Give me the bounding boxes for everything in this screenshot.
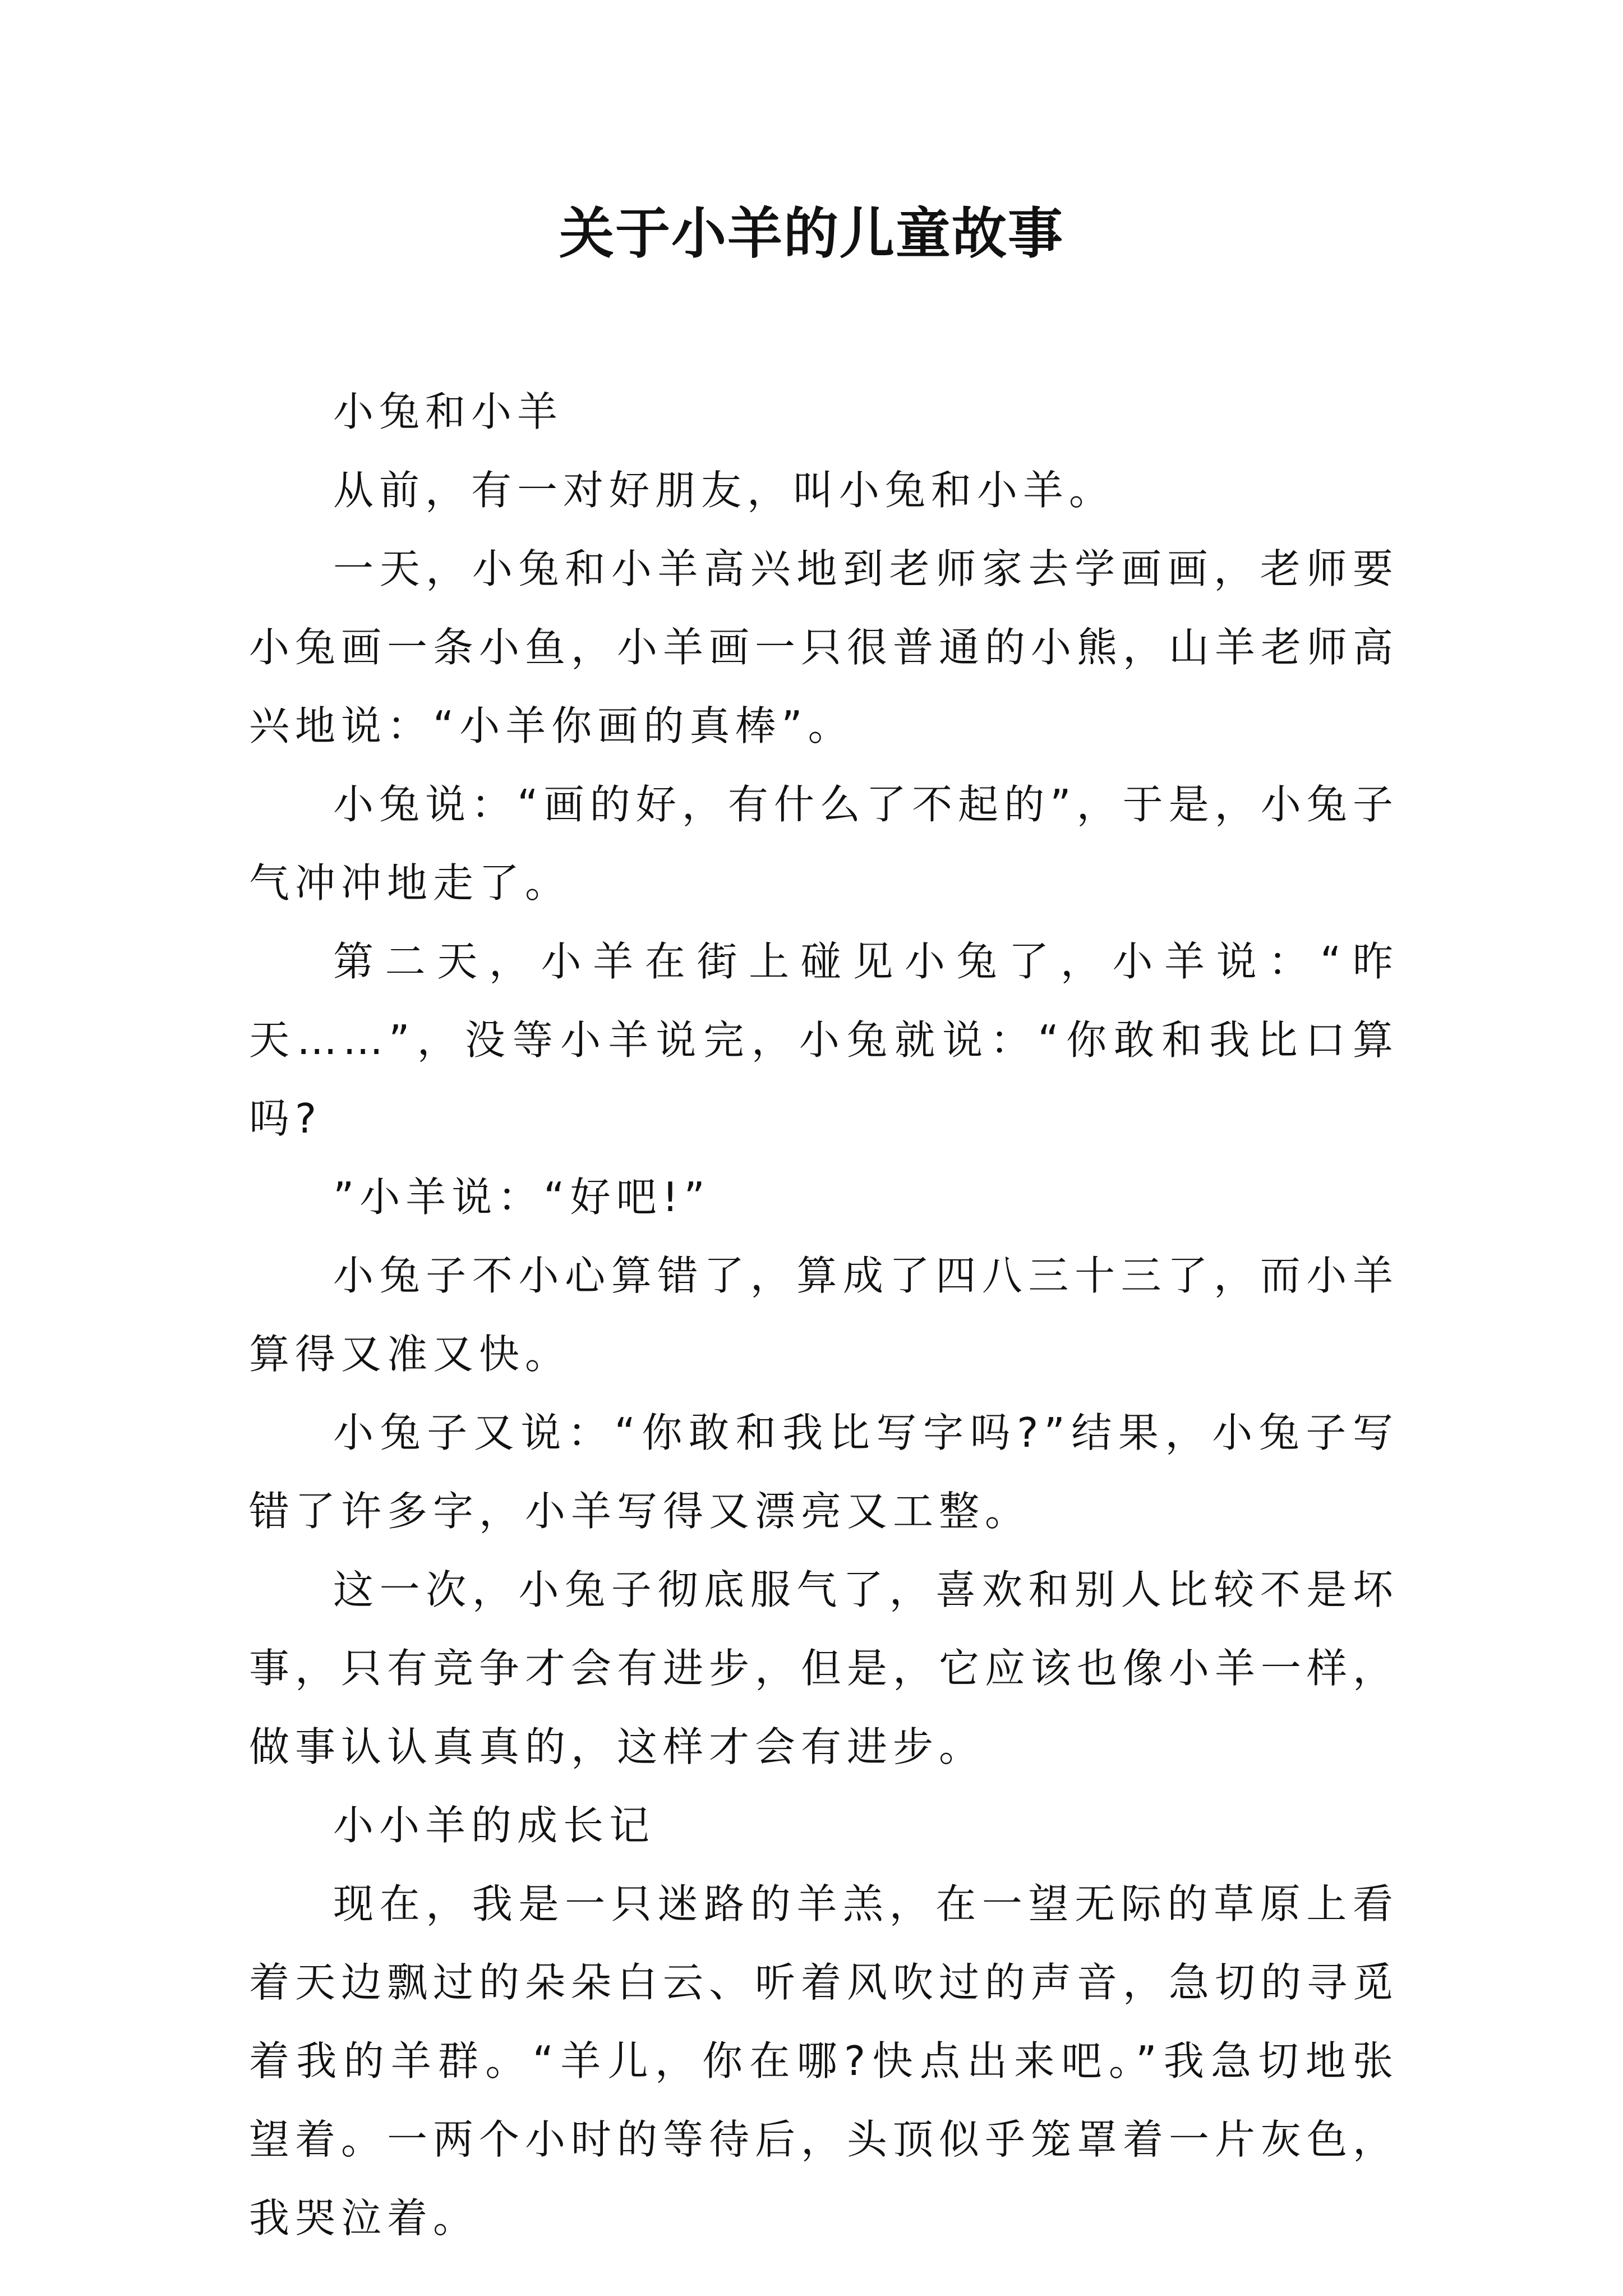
paragraph: ”小羊说：“好吧!” — [333, 1174, 711, 1221]
paragraph: 第二天，小羊在街上碰见小兔了，小羊说：“昨天……”，没等小羊说完，小兔就说：“你敢和我比口算吗? — [249, 938, 1399, 1142]
paragraph: 一天，小兔和小羊高兴地到老师家去学画画，老师要小兔画一条小鱼，小羊画一只很普通的小熊，山羊老师高兴地说：“小羊你画的真棒”。 — [249, 545, 1399, 749]
paragraph: 小兔子又说：“你敢和我比写字吗?”结果，小兔子写错了许多字，小羊写得又漂亮又工整。 — [249, 1409, 1399, 1535]
document-title: 关于小羊的儿童故事 — [559, 201, 1064, 266]
paragraph: 现在，我是一只迷路的羊羔，在一望无际的草原上看着天边飘过的朵朵白云、听着风吹过的声音，急切的寻觅着我的羊群。“羊儿，你在哪?快点出来吧。”我急切地张望着。一两个小时的等待后，头顶似乎笼罩着一片灰色，我哭泣着。 — [249, 1880, 1399, 2242]
story-heading-rabbit-and-lamb: 小兔和小羊 — [333, 388, 564, 435]
document-body — [249, 372, 1399, 2257]
paragraph: 从前，有一对好朋友，叫小兔和小羊。 — [333, 467, 1115, 514]
story-heading-little-lamb-growth: 小小羊的成长记 — [333, 1802, 656, 1849]
paragraph: 小兔子不小心算错了，算成了四八三十三了，而小羊算得又准又快。 — [249, 1252, 1399, 1378]
paragraph: 小兔说：“画的好，有什么了不起的”，于是，小兔子气冲冲地走了。 — [249, 781, 1399, 907]
paragraph: 这一次，小兔子彻底服气了，喜欢和别人比较不是坏事，只有竞争才会有进步，但是，它应该也像小羊一样，做事认认真真的，这样才会有进步。 — [249, 1566, 1399, 1770]
